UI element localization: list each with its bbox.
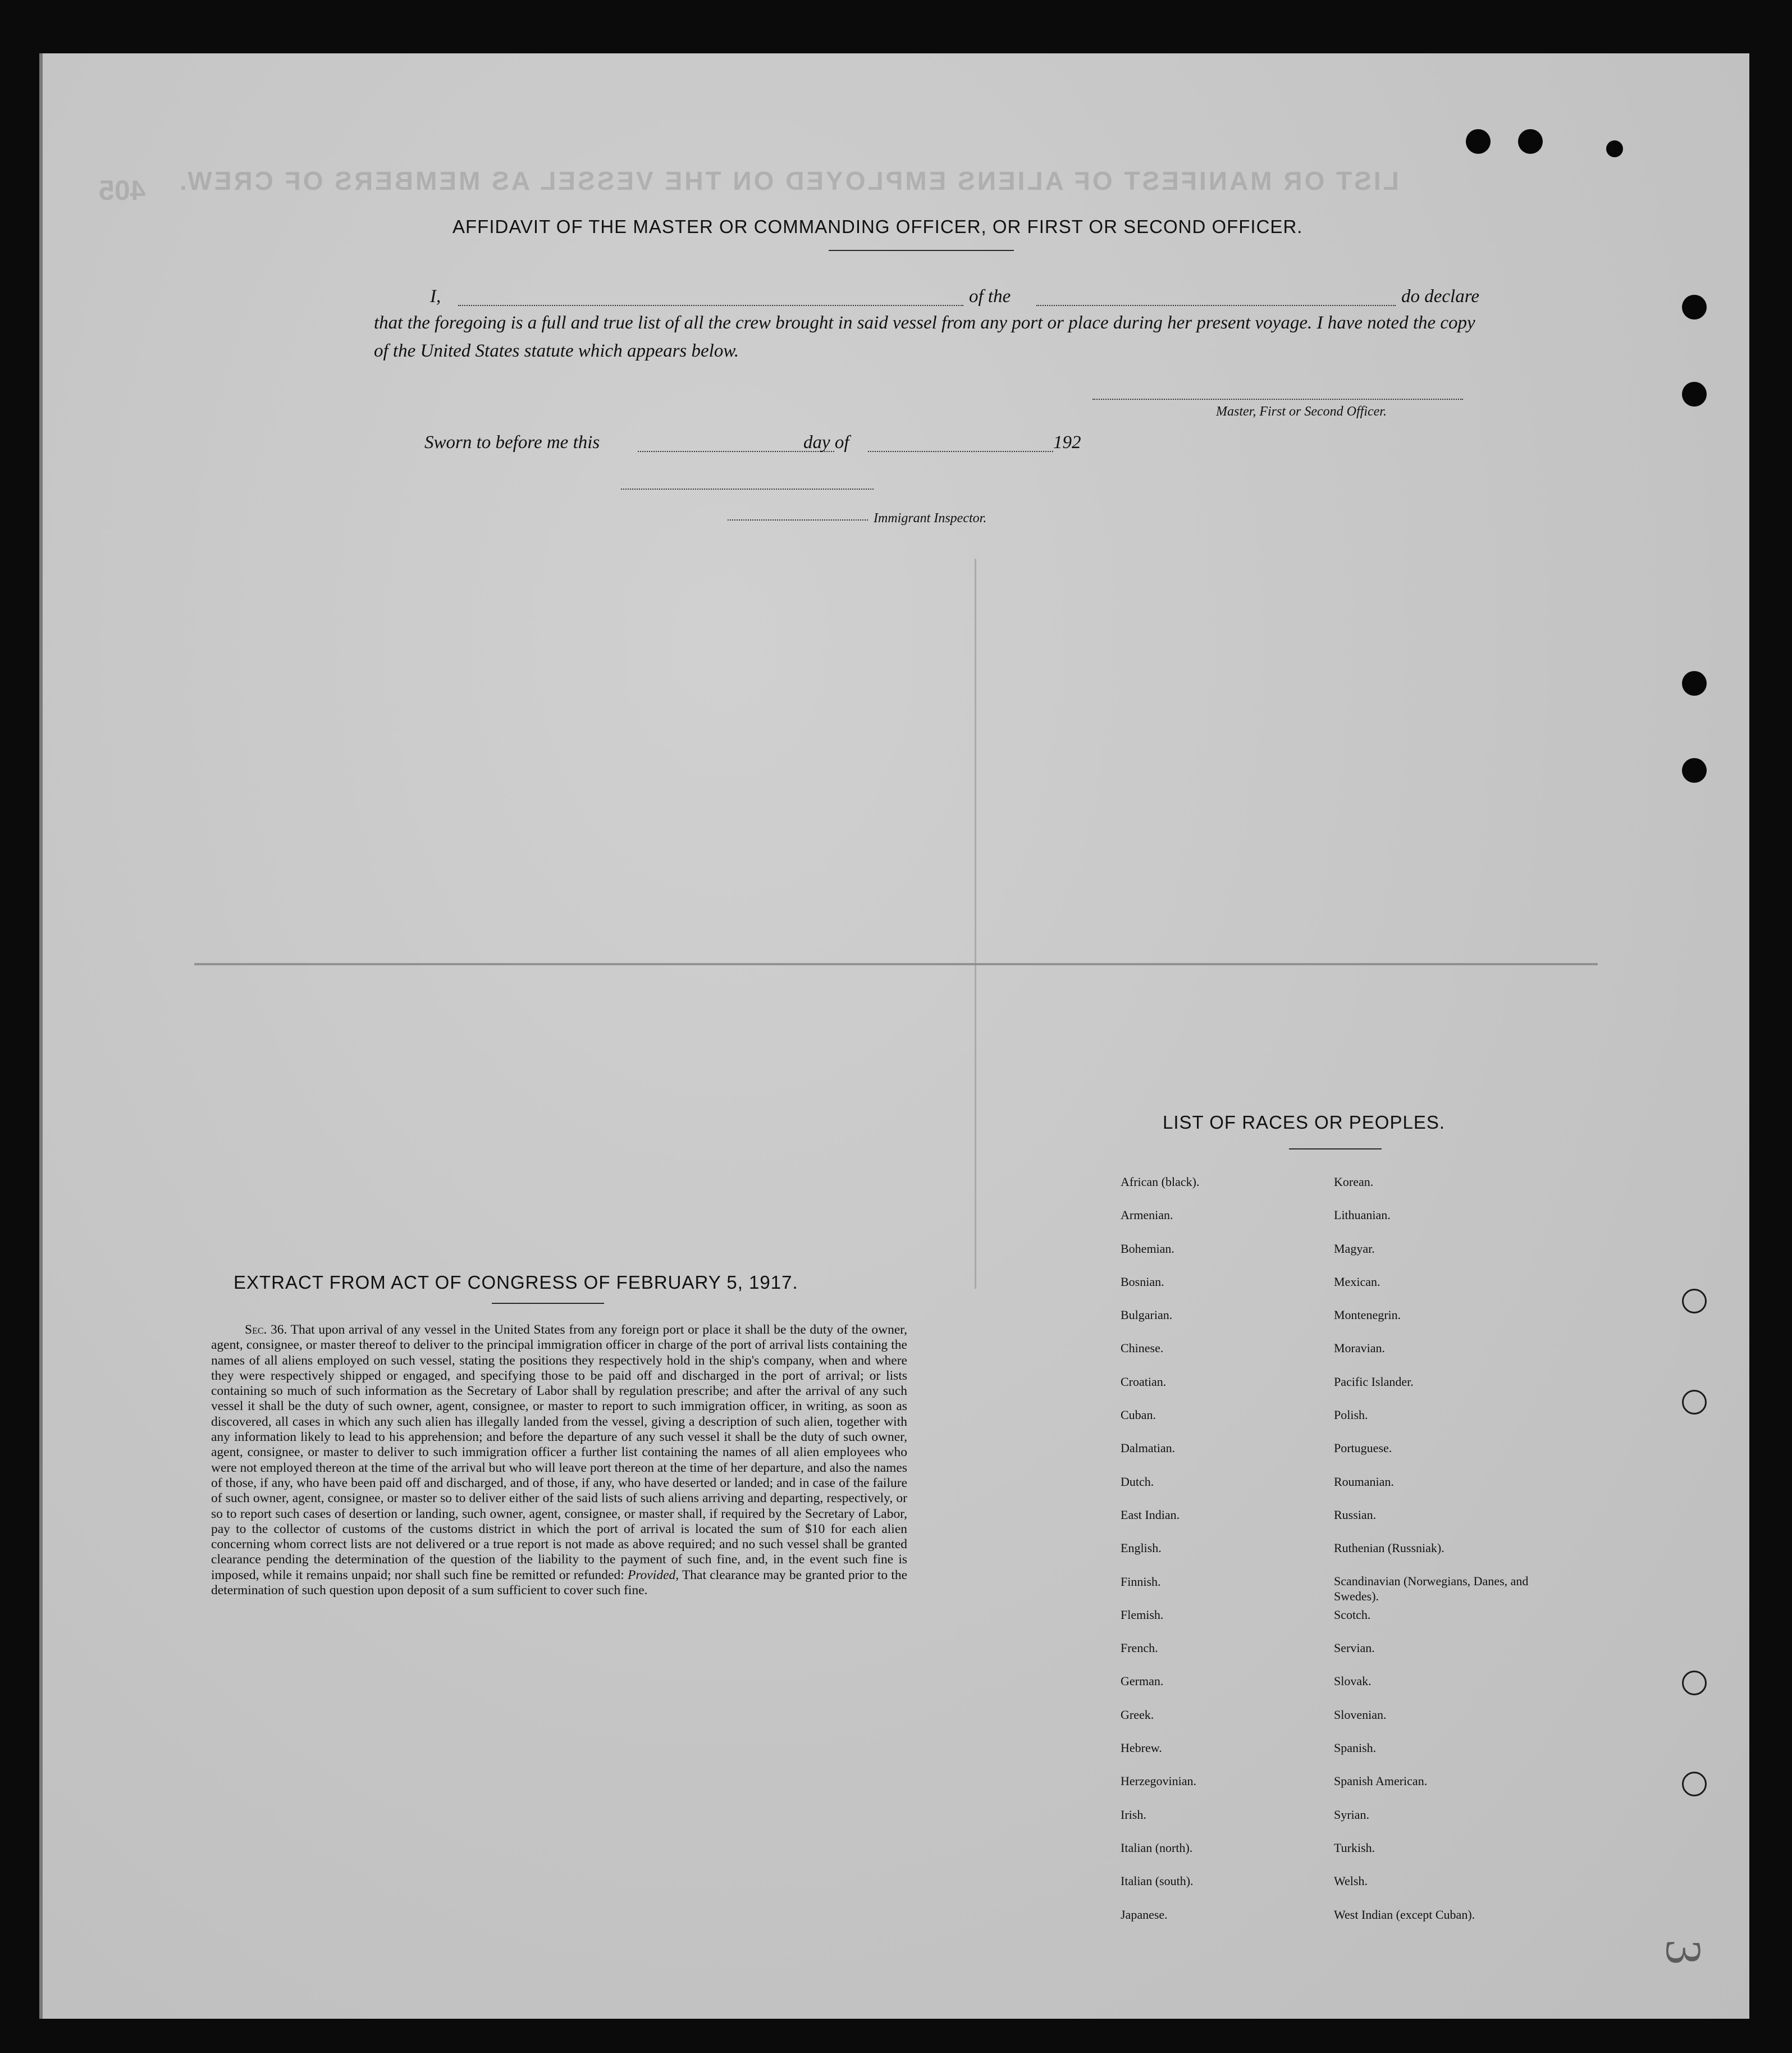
race-item: Korean. bbox=[1334, 1175, 1374, 1189]
race-item: Chinese. bbox=[1121, 1341, 1164, 1356]
race-item: Scandinavian (Norwegians, Danes, and Swedes). bbox=[1334, 1573, 1529, 1603]
race-item: Flemish. bbox=[1121, 1607, 1164, 1622]
inspector-caption: Immigrant Inspector. bbox=[874, 511, 987, 526]
races-column-1 bbox=[1121, 1174, 1334, 1940]
punch-hole-side-2 bbox=[1682, 382, 1707, 407]
extract-section-label: Sec. 36. bbox=[245, 1322, 287, 1337]
race-item: Slovenian. bbox=[1334, 1707, 1387, 1722]
affidavit-line1-of-the: of the bbox=[969, 286, 1011, 307]
affidavit-line1-i: I, bbox=[430, 286, 441, 307]
bleed-through-header: LIST OR MANIFEST OF ALIENS EMPLOYED ON THE VESSEL AS MEMBERS OF CREW. bbox=[177, 166, 1399, 195]
vessel-name-blank[interactable] bbox=[1036, 305, 1396, 306]
race-item: Pacific Islander. bbox=[1334, 1374, 1414, 1389]
races-list bbox=[1121, 1174, 1626, 1971]
race-item: Italian (south). bbox=[1121, 1874, 1194, 1888]
sworn-day-of: day of bbox=[803, 432, 849, 453]
corner-handwritten-mark: 3 bbox=[1656, 1940, 1711, 1965]
inspector-signature-line[interactable] bbox=[621, 489, 874, 490]
race-item: Montenegrin. bbox=[1334, 1308, 1401, 1322]
race-item: Turkish. bbox=[1334, 1840, 1375, 1855]
race-item: Bulgarian. bbox=[1121, 1308, 1173, 1322]
race-item: Hebrew. bbox=[1121, 1741, 1162, 1755]
race-item: Italian (north). bbox=[1121, 1840, 1193, 1855]
race-item: Spanish American. bbox=[1334, 1774, 1428, 1789]
punch-hole-side-8 bbox=[1682, 1772, 1707, 1796]
race-item: Ruthenian (Russniak). bbox=[1334, 1541, 1444, 1555]
punch-hole-side-3 bbox=[1682, 671, 1707, 696]
sworn-month-blank[interactable] bbox=[868, 451, 1053, 452]
race-item: Irish. bbox=[1121, 1807, 1146, 1822]
sworn-year: 192 bbox=[1053, 432, 1081, 453]
race-item: Roumanian. bbox=[1334, 1474, 1394, 1489]
race-item: Armenian. bbox=[1121, 1208, 1173, 1222]
race-item: Polish. bbox=[1334, 1408, 1368, 1422]
race-item: Mexican. bbox=[1334, 1274, 1380, 1289]
bleed-through-form-number: 405 bbox=[99, 175, 146, 206]
race-item: African (black). bbox=[1121, 1175, 1200, 1189]
extract-body bbox=[211, 1322, 907, 1598]
extract-title: EXTRACT FROM ACT OF CONGRESS OF FEBRUARY 5, 1917. bbox=[234, 1272, 798, 1293]
race-item: French. bbox=[1121, 1641, 1158, 1655]
races-title: LIST OF RACES OR PEOPLES. bbox=[1163, 1112, 1446, 1133]
punch-hole-side-6 bbox=[1682, 1390, 1707, 1415]
race-item: Japanese. bbox=[1121, 1907, 1168, 1922]
race-item: English. bbox=[1121, 1541, 1162, 1555]
race-item: Slovak. bbox=[1334, 1674, 1372, 1689]
extract-title-rule bbox=[492, 1303, 604, 1304]
punch-hole-side-5 bbox=[1682, 1289, 1707, 1313]
punch-hole-top-1 bbox=[1466, 129, 1491, 154]
race-item: Russian. bbox=[1334, 1507, 1377, 1522]
master-name-blank[interactable] bbox=[458, 305, 963, 306]
races-title-rule bbox=[1289, 1148, 1382, 1149]
race-item: Welsh. bbox=[1334, 1874, 1368, 1888]
affidavit-declaration: that the foregoing is a full and true list of all the crew brought in said vessel from any port or place during her present voyage. I have noted the copy of the United States statute which appears below. bbox=[374, 313, 1475, 361]
affidavit-line1-declare: do declare bbox=[1401, 286, 1479, 307]
sworn-prefix: Sworn to before me this bbox=[424, 432, 600, 453]
race-item: German. bbox=[1121, 1674, 1164, 1689]
race-item: East Indian. bbox=[1121, 1507, 1180, 1522]
races-column-2 bbox=[1334, 1174, 1570, 1940]
race-item: Spanish. bbox=[1334, 1741, 1377, 1755]
race-item: Bosnian. bbox=[1121, 1274, 1164, 1289]
race-item: Servian. bbox=[1334, 1641, 1375, 1655]
affidavit-title-rule bbox=[829, 250, 1014, 251]
race-item: Finnish. bbox=[1121, 1574, 1161, 1589]
race-item: Syrian. bbox=[1334, 1807, 1369, 1822]
affidavit-title: AFFIDAVIT OF THE MASTER OR COMMANDING OFFICER, OR FIRST OR SECOND OFFICER. bbox=[452, 216, 1303, 237]
race-item: Croatian. bbox=[1121, 1374, 1167, 1389]
race-item: Bohemian. bbox=[1121, 1241, 1174, 1256]
bleed-through-column-rule bbox=[975, 559, 976, 1289]
race-item: Portuguese. bbox=[1334, 1441, 1392, 1456]
race-item: Dalmatian. bbox=[1121, 1441, 1176, 1456]
master-signature-line[interactable] bbox=[1092, 399, 1463, 400]
race-item: Dutch. bbox=[1121, 1474, 1154, 1489]
race-item: Greek. bbox=[1121, 1707, 1154, 1722]
race-item: Lithuanian. bbox=[1334, 1208, 1391, 1222]
race-item: Magyar. bbox=[1334, 1241, 1375, 1256]
punch-hole-side-4 bbox=[1682, 758, 1707, 783]
extract-section-text: That upon arrival of any vessel in the United States from any foreign port or place it shall be the duty of the owner, agent, consignee, or master thereof to deliver to the principal immigration officer in charge of the port of arrival lists containing the names of all aliens employed on such vessel, stating the positions they respectively hold in the ship's company, when and where they were respectively shipped or engaged, and specifying those to be paid off and discharged in the port of arrival; or lists containing so much of such information as the Secretary of Labor shall by regulation prescribe; and after the arrival of any such vessel it shall be the duty of such owner, agent, consignee, or master to report to such immigration officer, in writing, as soon as discovered, all cases in which any such alien has illegally landed from the vessel, giving a description of such alien, together with any information likely to lead to his apprehension; and before the departure of any such vessel it shall be the duty of such owner, agent, consignee, or master to deliver to such immigration officer a further list containing the names of all alien employees who were not employed thereon at the time of the arrival but who will leave port thereon at the time of her departure, and also the names of those, if any, who have been paid off and discharged, and of those, if any, who have deserted or landed; and in case of the failure of such owner, agent, consignee, or master so to deliver either of the said lists of such aliens arriving and departing, respectively, or so to report such cases of desertion or landing, such owner, agent, consignee, or master shall, if required by the Secretary of Labor, pay to the collector of customs of the customs district in which the port of arrival is located the sum of $10 for each alien concerning whom correct lists are not delivered or a true report is not made as above required; and no such vessel shall be granted clearance pending the determination of the question of the liability to the payment of such fine, and, in the event such fine is imposed, while it remains unpaid; nor shall such fine be remitted or refunded: bbox=[211, 1322, 908, 1582]
extract-section-end: That clearance may be granted prior to the determination of such question upon deposit of a sum sufficient to cover such fine. bbox=[211, 1567, 908, 1598]
punch-hole-top-3 bbox=[1606, 140, 1623, 157]
inspector-signature-line-2 bbox=[728, 519, 868, 521]
master-signature-caption: Master, First or Second Officer. bbox=[1216, 404, 1387, 419]
extract-provided-label: Provided, bbox=[627, 1567, 679, 1582]
race-item: Herzegovinian. bbox=[1121, 1774, 1196, 1789]
race-item: Moravian. bbox=[1334, 1341, 1386, 1356]
bleed-through-ledger-lines bbox=[194, 963, 1598, 965]
punch-hole-side-1 bbox=[1682, 295, 1707, 320]
punch-hole-top-2 bbox=[1518, 129, 1543, 154]
punch-hole-side-7 bbox=[1682, 1671, 1707, 1695]
race-item: Cuban. bbox=[1121, 1408, 1156, 1422]
race-item: West Indian (except Cuban). bbox=[1334, 1907, 1475, 1922]
manifest-back-page bbox=[39, 53, 1749, 2019]
race-item: Scotch. bbox=[1334, 1607, 1371, 1622]
